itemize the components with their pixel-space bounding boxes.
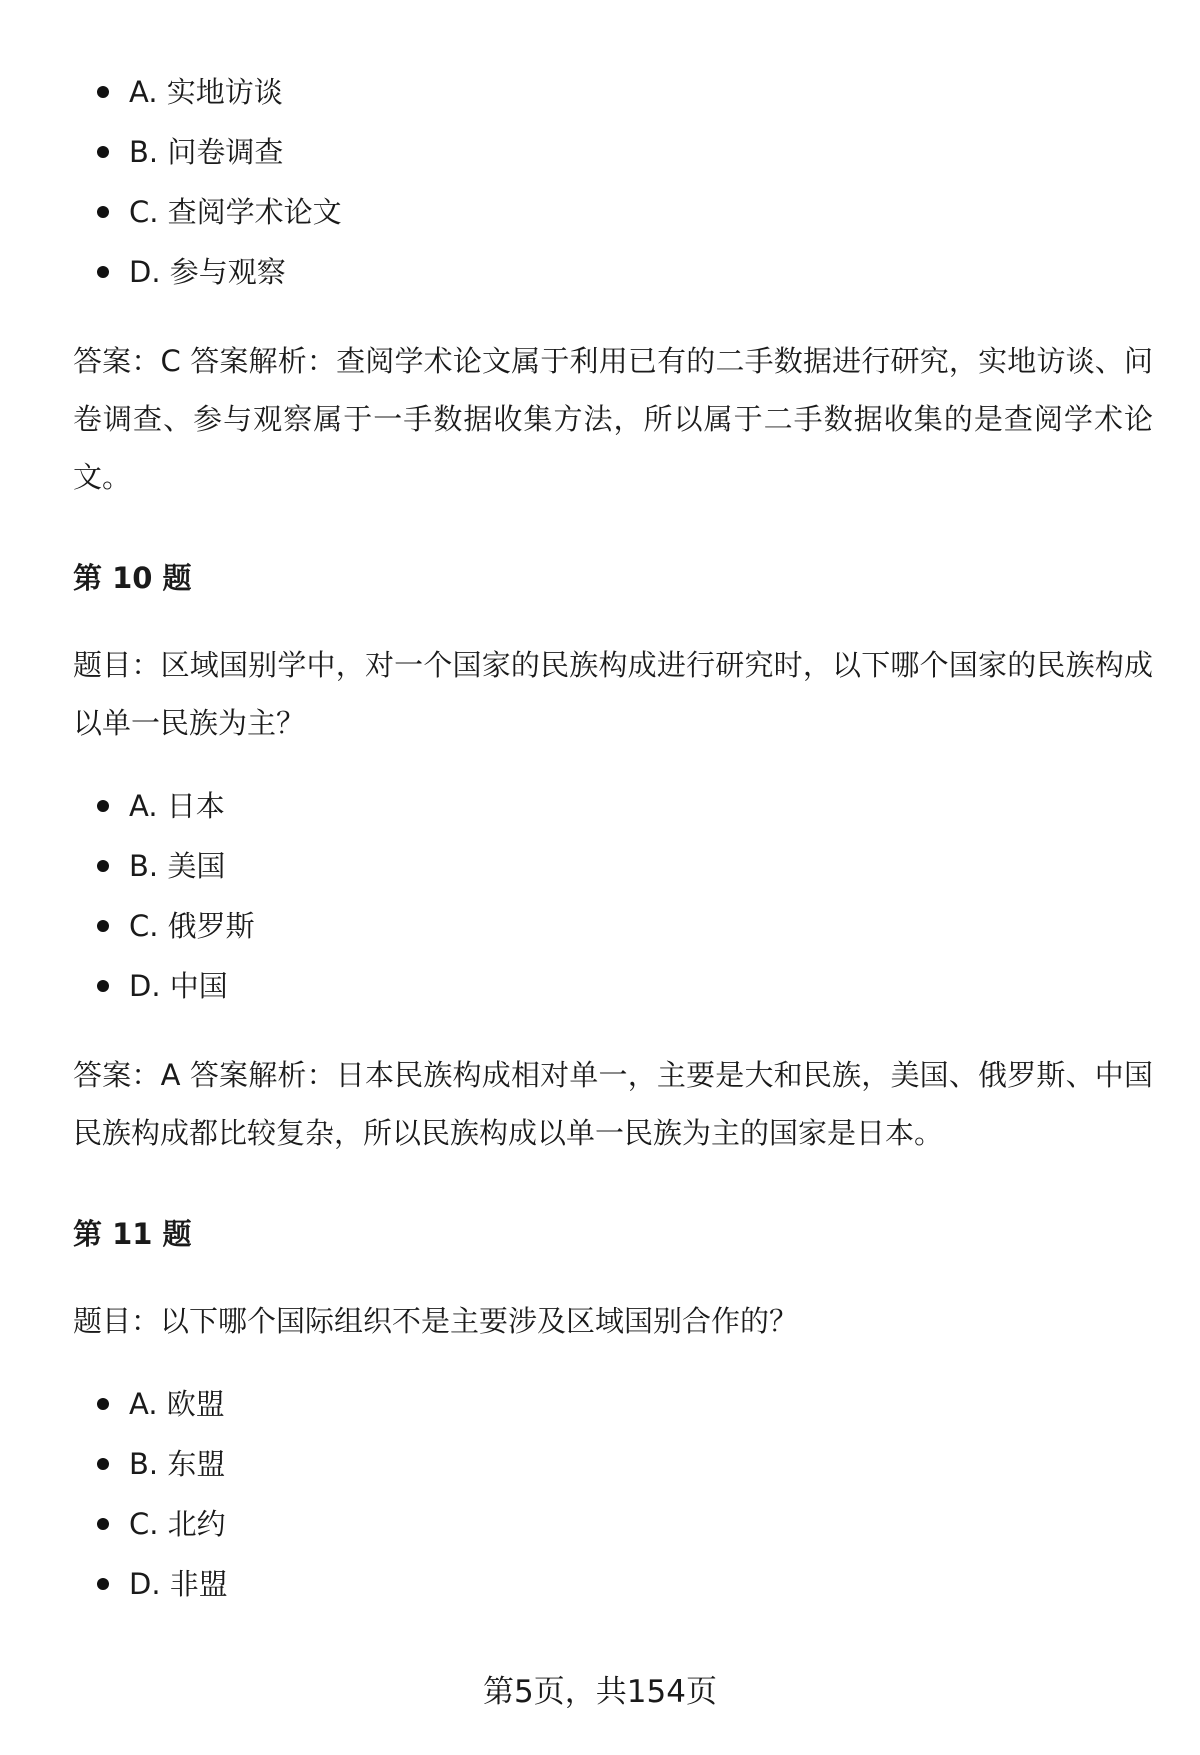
q11-heading: 第 11 题: [73, 1217, 192, 1251]
bullet-icon: [97, 800, 109, 812]
bullet-icon: [97, 1458, 109, 1470]
option-text: D. 参与观察: [129, 255, 286, 289]
q9-option-a: [73, 62, 1153, 122]
q9-option-b: [73, 122, 1153, 182]
option-text: D. 非盟: [129, 1567, 228, 1601]
bullet-icon: [97, 206, 109, 218]
bullet-icon: [97, 980, 109, 992]
q10-options: [73, 776, 1153, 1016]
q11-options: [73, 1374, 1153, 1614]
q11-option-d: [73, 1554, 1153, 1614]
bullet-icon: [97, 920, 109, 932]
q9-option-d: [73, 242, 1153, 302]
option-text: A. 日本: [129, 789, 225, 823]
page-content: [73, 62, 1153, 1614]
q11-option-c: [73, 1494, 1153, 1554]
q9-options: [73, 62, 1153, 302]
bullet-icon: [97, 86, 109, 98]
q10-option-d: [73, 956, 1153, 1016]
q10-option-b: [73, 836, 1153, 896]
option-text: B. 东盟: [129, 1447, 226, 1481]
bullet-icon: [97, 1578, 109, 1590]
q11-option-b: [73, 1434, 1153, 1494]
option-text: A. 实地访谈: [129, 75, 283, 109]
q10-answer: 答案：A 答案解析：日本民族构成相对单一，主要是大和民族，美国、俄罗斯、中国民族构成都比较复杂，所以民族构成以单一民族为主的国家是日本。: [73, 1058, 1153, 1150]
option-text: C. 北约: [129, 1507, 226, 1541]
q9-option-c: [73, 182, 1153, 242]
q10-heading: 第 10 题: [73, 561, 192, 595]
option-text: B. 问卷调查: [129, 135, 284, 169]
bullet-icon: [97, 266, 109, 278]
q11-option-a: [73, 1374, 1153, 1434]
page-number-footer: 第5页，共154页: [483, 1674, 717, 1710]
q10-option-c: [73, 896, 1153, 956]
bullet-icon: [97, 146, 109, 158]
option-text: C. 查阅学术论文: [129, 195, 342, 229]
q9-answer: 答案：C 答案解析：查阅学术论文属于利用已有的二手数据进行研究，实地访谈、问卷调查、参与观察属于一手数据收集方法，所以属于二手数据收集的是查阅学术论文。: [73, 344, 1153, 494]
bullet-icon: [97, 1398, 109, 1410]
bullet-icon: [97, 860, 109, 872]
q11-question: 题目：以下哪个国际组织不是主要涉及区域国别合作的？: [73, 1304, 799, 1338]
option-text: C. 俄罗斯: [129, 909, 255, 943]
option-text: D. 中国: [129, 969, 228, 1003]
bullet-icon: [97, 1518, 109, 1530]
option-text: B. 美国: [129, 849, 226, 883]
q10-question: 题目：区域国别学中，对一个国家的民族构成进行研究时，以下哪个国家的民族构成以单一民族为主？: [73, 648, 1153, 740]
option-text: A. 欧盟: [129, 1387, 225, 1421]
q10-option-a: [73, 776, 1153, 836]
